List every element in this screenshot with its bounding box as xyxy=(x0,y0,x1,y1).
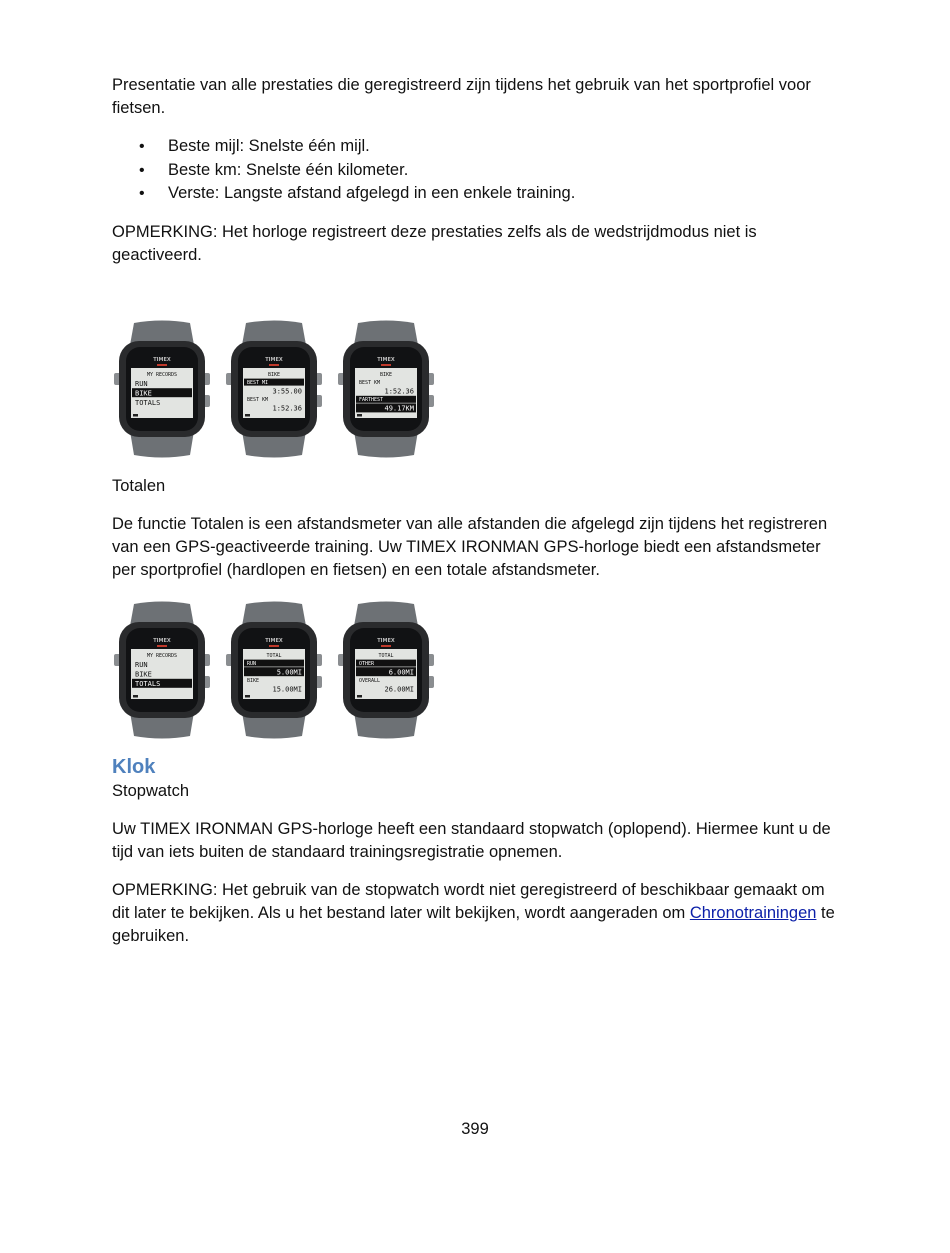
watch-screen-text: 49.17KM xyxy=(384,404,414,413)
list-item: • Beste mijl: Snelste één mijl. xyxy=(112,135,842,159)
records-list xyxy=(112,135,842,206)
watch-image xyxy=(224,600,324,740)
totals-heading: Totalen xyxy=(112,476,166,495)
watch-indicator xyxy=(269,364,279,366)
watch-screen-text: BEST MI xyxy=(247,379,269,386)
watch-screen-text: BIKE xyxy=(135,669,152,678)
watch-screen-text: 3:55.00 xyxy=(272,386,302,395)
note-paragraph-2 xyxy=(112,879,842,948)
stopwatch-paragraph: Uw TIMEX IRONMAN GPS-horloge heeft een standaard stopwatch (oplopend). Hiermee kunt u de tijd van iets buiten de standaard trainingsregistratie opnemen. xyxy=(112,819,831,861)
watch-image xyxy=(112,319,212,459)
watch-screen-text: 5.00MI xyxy=(276,667,302,676)
watch-screen-text: RUN xyxy=(247,660,257,667)
section-title: Klok xyxy=(112,755,156,778)
list-item: • Verste: Langste afstand afgelegd in een enkele training. xyxy=(112,182,842,206)
watch-indicator xyxy=(269,645,279,647)
stopwatch-heading: Stopwatch xyxy=(112,781,190,800)
watch-screen-text: BEST KM xyxy=(359,379,381,386)
list-item: • Beste km: Snelste één kilometer. xyxy=(112,159,842,183)
watch-screen-text: BIKE xyxy=(267,371,281,378)
watch-indicator xyxy=(381,364,391,366)
page-number: 399 xyxy=(461,1120,489,1138)
watch-screen-text: MY RECORDS xyxy=(146,371,178,378)
battery-icon xyxy=(245,695,250,698)
watch-illustration xyxy=(112,600,212,740)
battery-icon xyxy=(245,414,250,417)
watch-indicator xyxy=(381,645,391,647)
watch-illustration xyxy=(336,600,436,740)
watch-illustration xyxy=(336,319,436,459)
watch-image-row xyxy=(112,600,842,740)
battery-icon xyxy=(133,695,138,698)
watch-illustration xyxy=(224,600,324,740)
watch-screen-text: BEST KM xyxy=(247,396,269,403)
watch-screen-text: 1:52.36 xyxy=(384,386,414,395)
battery-icon xyxy=(133,414,138,417)
watch-screen-text: MY RECORDS xyxy=(146,652,178,659)
watch-brand-text: TIMEX xyxy=(265,356,283,363)
note-paragraph: OPMERKING: Het horloge registreert deze prestaties zelfs als de wedstrijdmodus niet is geactiveerd. xyxy=(112,222,757,264)
watch-screen-text: TOTAL xyxy=(378,652,394,659)
chronotrainingen-link[interactable]: Chronotrainingen xyxy=(689,903,817,922)
watch-screen-text: FARTHEST xyxy=(359,396,384,403)
page-content xyxy=(112,74,842,948)
intro-paragraph: Presentatie van alle prestaties die geregistreerd zijn tijdens het gebruik van het sportprofiel voor fietsen. xyxy=(112,76,811,117)
watch-screen-text: BIKE xyxy=(379,371,393,378)
watch-screen-text: BIKE xyxy=(135,388,152,397)
watch-screen-text: TOTALS xyxy=(135,679,161,688)
watch-screen-text: RUN xyxy=(135,379,148,388)
totals-paragraph: De functie Totalen is een afstandsmeter van alle afstanden die afgelegd zijn tijdens het registreren van een GPS-geactiveerde training. Uw TIMEX IRONMAN GPS-horloge biedt een afstandsmeter per sportprofiel (hardlopen en fietsen) en een totale afstandsmeter. xyxy=(112,514,828,579)
watch-brand-text: TIMEX xyxy=(153,637,171,644)
watch-brand-text: TIMEX xyxy=(153,356,171,363)
watch-screen-text: OVERALL xyxy=(359,677,381,684)
watch-image xyxy=(336,600,436,740)
watch-illustration xyxy=(224,319,324,459)
watch-image xyxy=(112,600,212,740)
watch-image-row xyxy=(112,319,842,459)
note-text: OPMERKING: Het gebruik van de stopwatch wordt niet geregistreerd of beschikbaar gemaakt om dit later te bekijken. Als u het bestand later wilt bekijken, wordt aangeraden om xyxy=(112,880,825,922)
watch-indicator xyxy=(157,645,167,647)
battery-icon xyxy=(357,695,362,698)
watch-image xyxy=(224,319,324,459)
watch-brand-text: TIMEX xyxy=(265,637,283,644)
watch-indicator xyxy=(157,364,167,366)
watch-screen-text: 1:52.36 xyxy=(272,404,302,413)
battery-icon xyxy=(357,414,362,417)
watch-screen-text: TOTAL xyxy=(266,652,282,659)
watch-brand-text: TIMEX xyxy=(377,637,395,644)
watch-screen-text: 6.00MI xyxy=(388,667,414,676)
note-text-end: te gebruiken. xyxy=(112,903,835,945)
watch-screen-text: TOTALS xyxy=(135,398,161,407)
watch-image xyxy=(336,319,436,459)
watch-screen-text: BIKE xyxy=(247,677,260,684)
watch-screen-text: RUN xyxy=(135,660,148,669)
watch-screen-text: 26.00MI xyxy=(384,685,414,694)
watch-screen-text: OTHER xyxy=(359,660,375,667)
watch-illustration xyxy=(112,319,212,459)
watch-screen-text: 15.00MI xyxy=(272,685,302,694)
watch-brand-text: TIMEX xyxy=(377,356,395,363)
